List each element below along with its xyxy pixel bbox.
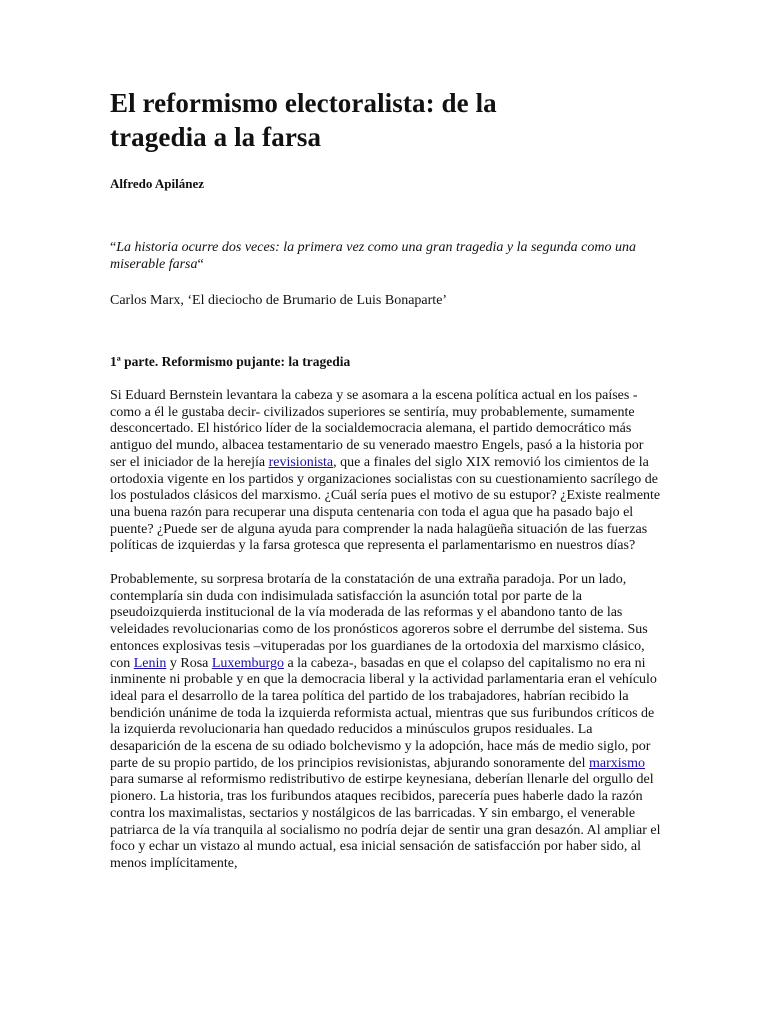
paragraph-2-text-d: para sumarse al reformismo redistributivo de estirpe keynesiana, deberían llenarle del orgullo del pionero. La historia, tras los furibundos ataques recibidos, parecería pues haberle dado la razón contra los maximalistas, sectarios y nostálgicos de las barricadas. Y sin embargo, el venerable patriarca de la vía tranquila al socialismo no podría dejar de sentir una gran desazón. Al ampliar el foco y echar un vistazo al mundo actual, esa inicial sensación de satisfacción por haber sido, al menos implícitamente, xyxy=(110,772,661,871)
link-luxemburgo[interactable]: Luxemburgo xyxy=(211,655,284,671)
paragraph-1-text-b: , que a finales del siglo XIX removió los cimientos de la ortodoxia vigente en los partidos y organizaciones socialistas con su cuestionamiento sacrílego de los postulados clásicos del marxismo. ¿Cuál sería pues el motivo de su estupor? ¿Existe realmente una buena razón para recuperar una disputa centenaria con toda el agua que ha pasado bajo el puente? ¿Puede ser de alguna ayuda para comprender la nada halagüeña situación de las fuerzas políticas de izquierdas y la farsa grotesca que representa el parlamentarismo en nuestros días? xyxy=(110,454,661,554)
quote-attribution: Carlos Marx, ‘El dieciocho de Brumario de Luis Bonaparte’ xyxy=(110,293,448,308)
paragraph-1 xyxy=(110,388,662,555)
document-page xyxy=(110,86,662,873)
title-line-2: tragedia a la farsa xyxy=(110,122,322,152)
title-line-1: El reformismo electoralista: de la xyxy=(110,88,497,118)
paragraph-2-text-c: a la cabeza-, basadas en que el colapso del capitalismo no era ni inminente ni probable y en que la democracia liberal y la actividad parlamentaria eran el vehículo ideal para el desarrollo de la tarea política del partido de los trabajadores, habrían recibido la bendición unánime de toda la izquierda reformista actual, mientras que sus furibundos críticos de la izquierda revolucionaria han quedado reducidos a minúsculos grupos residuales. La desaparición de la escena de su odiado bolchevismo y la adopción, hace más de medio siglo, por parte de su propio partido, de los principios revisionistas, abjurando sonoramente del xyxy=(110,655,657,771)
quote-text: La historia ocurre dos veces: la primera vez como una gran tragedia y la segunda como una miserable farsa xyxy=(110,240,636,272)
paragraph-2-text-b: y Rosa xyxy=(166,655,212,671)
link-revisionista[interactable]: revisionista xyxy=(268,454,334,470)
author-name: Alfredo Apilánez xyxy=(110,176,205,191)
paragraph-2 xyxy=(110,572,662,873)
quote-open-mark: “ xyxy=(110,240,117,255)
section-heading: 1ª parte. Reformismo pujante: la tragedia xyxy=(110,354,351,369)
quote-close-mark: “ xyxy=(197,257,204,272)
document-title xyxy=(110,86,662,154)
epigraph-quote xyxy=(110,239,662,273)
link-lenin[interactable]: Lenin xyxy=(133,655,167,671)
paragraph-2-text-a: Probablemente, su sorpresa brotaría de la constatación de una extraña paradoja. Por un lado, contemplaría sin duda con indisimulada satisfacción la asunción total por parte de la pseudoizquierda institucional de la vía moderada de las reformas y el abandono tanto de las veleidades revolucionarias como de los pronósticos agoreros sobre el derrumbe del sistema. Sus entonces explosivas tesis –vituperadas por los guardianes de la ortodoxia del marxismo clásico, con xyxy=(110,572,648,671)
link-marxismo[interactable]: marxismo xyxy=(589,755,646,771)
paragraph-1-text-a: Si Eduard Bernstein levantara la cabeza y se asomara a la escena política actual en los países -como a él le gustaba decir- civilizados superiores se sentiría, muy probablemente, sumamente desconcertado. El histórico líder de la socialdemocracia alemana, el partido democrático más antiguo del mundo, albacea testamentario de su venerado maestro Engels, pasó a la historia por ser el iniciador de la herejía xyxy=(110,388,644,470)
